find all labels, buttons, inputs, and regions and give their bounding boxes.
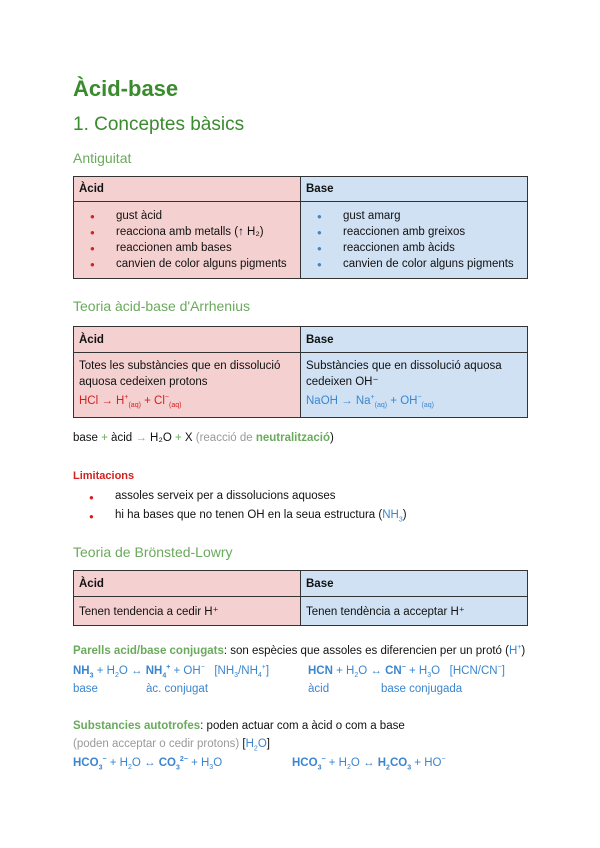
autotrofes-line (73, 720, 405, 732)
conjugate-pairs-line: Parells acid/base conjugats: son espècies que assoles es diferencien per un protó (H+) (73, 644, 526, 657)
arrhenius-acid-equation: HCl → $H^+_{(aq)} + Cl^-_{(aq)}$ (79, 394, 182, 410)
bronsted-acid-text: Tenen tendencia a cedir H⁺ (74, 597, 301, 626)
proton-symbol: H+ (508, 644, 522, 657)
limitations-heading: Limitacions (73, 470, 135, 482)
conjugate-eq-1: $NH_3 + H_2O$ ↔ $NH_4^+ + OH^-$ $[NH_3/NH_4^+]$ (73, 664, 270, 680)
arrhenius-heading: Teoria àcid-base d'Arrhenius (73, 298, 250, 314)
acid-header: Àcid (74, 177, 301, 202)
arrhenius-base-text: Substàncies que en dissolució aquosa cedeixen OH⁻ (306, 360, 502, 388)
list-item: ● canvien de color alguns pigments (74, 256, 300, 272)
acid-list (74, 208, 300, 272)
base-header: Base (301, 327, 528, 353)
base-header: Base (301, 177, 528, 202)
arrhenius-table (73, 326, 528, 418)
arrhenius-base-equation: NaOH → $Na^+_{(aq)} + OH^-_{(aq)}$ (306, 394, 434, 410)
reaction-text: reacció de (199, 432, 256, 444)
conjugate-text: : son espècies que assoles es diferencien per un protó (223, 644, 502, 657)
limitation-text: hi ha bases que no tenen OH en la seua estructura (115, 509, 376, 521)
section-title: 1. Conceptes bàsics (73, 114, 245, 135)
list-item: ● gust amarg (301, 208, 527, 224)
bronsted-table (73, 570, 528, 626)
arrow: → (132, 432, 151, 444)
autotrofes-title: Substancies autotrofes (73, 720, 201, 732)
antiguitat-heading: Antiguitat (73, 150, 132, 166)
nh3-formula: $NH_3$ (382, 509, 403, 524)
list-item: ● gust àcid (74, 208, 300, 224)
list-item: ● assoles serveix per a dissolucions aquoses (73, 487, 528, 506)
bronsted-base-text: Tenen tendència a acceptar H⁺ (301, 597, 528, 626)
paren: ) (329, 432, 334, 444)
label-acid: àcid (308, 683, 330, 695)
neutralization-word: neutralització (255, 432, 330, 444)
autotrofes-paren-line: (poden acceptar o cedir protons) $[H_2O]$ (73, 738, 270, 753)
label-acid-conjugate: àc. conjugat (146, 683, 209, 695)
amphoteric-eq-2: $HCO_3^- + H_2O$ ↔ $H_2CO_3 + HO^-$ (292, 756, 446, 772)
conjugate-title: Parells acid/base conjugats (73, 644, 224, 657)
water-formula: $H_2O$ (245, 738, 267, 753)
limitations-list (73, 487, 528, 529)
list-item: ● reaccionen amb àcids (301, 240, 527, 256)
bronsted-heading: Teoria de Brönsted-Lowry (73, 544, 233, 560)
list-item: ● reacciona amb metalls (↑ H₂) (74, 224, 300, 240)
list-item: ● hi ha bases que no tenen OH en la seua estructura $(NH_3)$ (73, 506, 528, 529)
base-list (301, 208, 527, 272)
list-item: ● reaccionen amb greixos (301, 224, 527, 240)
amphoteric-eq-1: $HCO_3^- + H_2O$ ↔ $CO_3^{2-} + H_3O$ (73, 756, 223, 772)
word-acid: àcid (111, 432, 133, 444)
autotrofes-paren: (poden acceptar o cedir protons) (73, 738, 240, 750)
word-base: base (73, 432, 98, 444)
list-item: ● reaccionen amb bases (74, 240, 300, 256)
acid-header: Àcid (74, 571, 301, 597)
water: H₂O (150, 432, 172, 444)
plus-sign: + (171, 432, 185, 444)
salt-x: X (184, 432, 193, 444)
page-title: Àcid-base (73, 76, 179, 101)
neutralization-line (73, 432, 334, 444)
plus-sign: + (97, 432, 112, 444)
acid-header: Àcid (74, 327, 301, 353)
conjugate-eq-2: HCN + $H_2O$ ↔ $CN^- + H_3O$ [HCN/CN−] (308, 664, 505, 680)
list-item: ● canvien de color alguns pigments (301, 256, 527, 272)
autotrofes-text: : poden actuar com a àcid o com a base (200, 720, 405, 732)
paren: ( (192, 432, 200, 444)
base-header: Base (301, 571, 528, 597)
label-base-conjugate: base conjugada (381, 683, 463, 695)
antiguitat-table (73, 176, 528, 279)
arrhenius-acid-text: Totes les substàncies que en dissolució aquosa cedeixen protons (79, 360, 281, 388)
label-base: base (73, 683, 98, 695)
